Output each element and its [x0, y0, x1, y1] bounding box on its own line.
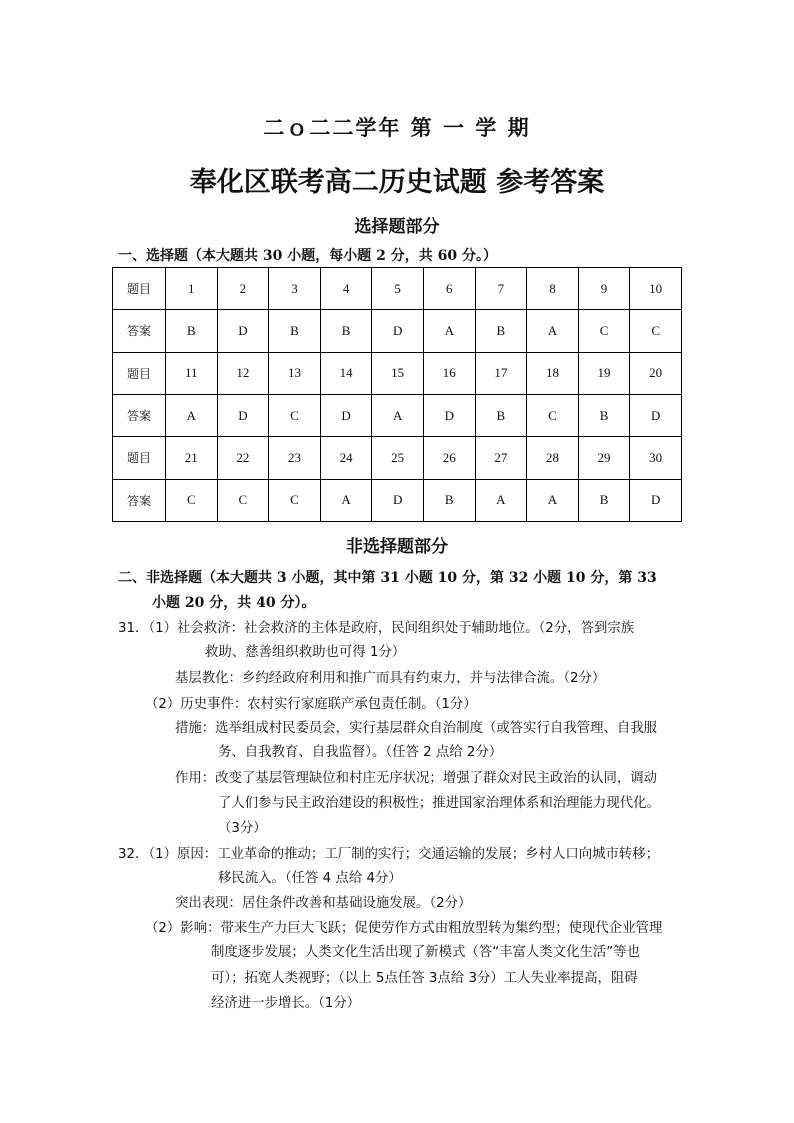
- answer-letter-cell: B: [423, 479, 475, 521]
- page-title: 奉化区联考高二历史试题 参考答案: [189, 167, 605, 198]
- answer-line: 经济进一步增长。（1分）: [211, 996, 361, 1011]
- answer-row-label: 答案: [113, 310, 166, 352]
- answer-letter-cell: B: [475, 394, 527, 436]
- answer-row: [113, 310, 682, 352]
- answer-row-label: 答案: [113, 394, 166, 436]
- answer-letter-cell: B: [166, 310, 218, 352]
- answer-line: 了人们参与民主政治建设的积极性；推进国家治理体系和治理能力现代化。: [218, 796, 660, 811]
- question-number-cell: 9: [578, 268, 630, 310]
- question-row: [113, 268, 682, 310]
- answer-letter-cell: A: [527, 479, 579, 521]
- answer-letter-cell: C: [166, 479, 218, 521]
- question-number-cell: 4: [320, 268, 372, 310]
- answer-letter-cell: A: [423, 310, 475, 352]
- answer-letter-cell: D: [320, 394, 372, 436]
- question-row: [113, 437, 682, 479]
- answer-line: 31．（1）社会救济：社会救济的主体是政府，民间组织处于辅助地位。（2分，答到宗族: [118, 621, 635, 636]
- answer-letter-cell: D: [372, 479, 424, 521]
- question-number-cell: 5: [372, 268, 424, 310]
- question-number-cell: 21: [166, 437, 218, 479]
- answer-row: [113, 479, 682, 521]
- answer-line: （2）历史事件：农村实行家庭联产承包责任制。（1分）: [145, 697, 477, 712]
- question-number-cell: 8: [527, 268, 579, 310]
- answer-letter-cell: D: [423, 394, 475, 436]
- question-number-cell: 3: [269, 268, 321, 310]
- question-number-cell: 23: [269, 437, 321, 479]
- question-number-cell: 6: [423, 268, 475, 310]
- answer-letter-cell: D: [630, 479, 682, 521]
- answer-letter-cell: A: [372, 394, 424, 436]
- answer-letter-cell: D: [217, 394, 269, 436]
- question-number-cell: 10: [630, 268, 682, 310]
- answer-letter-cell: C: [269, 394, 321, 436]
- question-number-cell: 27: [475, 437, 527, 479]
- question-number-cell: 25: [372, 437, 424, 479]
- answer-line: 基层教化：乡约经政府利用和推广而具有约束力，并与法律合流。（2分）: [175, 671, 606, 686]
- answer-letter-cell: B: [475, 310, 527, 352]
- question-number-cell: 15: [372, 352, 424, 394]
- question-row-label: 题目: [113, 268, 166, 310]
- question-number-cell: 20: [630, 352, 682, 394]
- question-number-cell: 16: [423, 352, 475, 394]
- question-number-cell: 2: [217, 268, 269, 310]
- question-number-cell: 17: [475, 352, 527, 394]
- answer-letter-cell: A: [475, 479, 527, 521]
- answer-letter-cell: A: [166, 394, 218, 436]
- question-number-cell: 19: [578, 352, 630, 394]
- question-row-label: 题目: [113, 352, 166, 394]
- answer-line: 措施：选举组成村民委员会，实行基层群众自治制度（或答实行自我管理、自我服: [175, 721, 658, 736]
- answer-line: 32．（1）原因：工业革命的推动；工厂制的实行；交通运输的发展；乡村人口向城市转移；: [118, 847, 660, 862]
- answer-line: 可）；拓宽人类视野；（以上 5点任答 3点给 3分）工人失业率提高，阻碍: [211, 971, 638, 986]
- question-number-cell: 18: [527, 352, 579, 394]
- answer-letter-cell: C: [527, 394, 579, 436]
- answer-letter-cell: B: [269, 310, 321, 352]
- answer-letter-cell: C: [578, 310, 630, 352]
- answer-letter-cell: A: [527, 310, 579, 352]
- answer-letter-cell: C: [269, 479, 321, 521]
- answer-line: 救助、慈善组织救助也可得 1分）: [205, 645, 406, 660]
- part2-heading: 非选择题部分: [346, 537, 448, 557]
- question-number-cell: 13: [269, 352, 321, 394]
- answer-line: 制度逐步发展；人类文化生活出现了新模式（答“丰富人类文化生活”等也: [211, 945, 640, 960]
- answer-table: [112, 267, 682, 522]
- answer-letter-cell: B: [578, 394, 630, 436]
- answer-letter-cell: B: [320, 310, 372, 352]
- answer-line: （2）影响：带来生产力巨大飞跃；促使劳作方式由粗放型转为集约型；使现代企业管理: [145, 921, 663, 936]
- question-number-cell: 26: [423, 437, 475, 479]
- answer-letter-cell: D: [372, 310, 424, 352]
- question-number-cell: 11: [166, 352, 218, 394]
- answer-line: 作用：改变了基层管理缺位和村庄无序状况；增强了群众对民主政治的认同，调动: [175, 771, 658, 786]
- question-number-cell: 28: [527, 437, 579, 479]
- question-number-cell: 7: [475, 268, 527, 310]
- section2-heading-line2: 小题 20 分，共 40 分）。: [152, 595, 316, 611]
- answer-letter-cell: C: [217, 479, 269, 521]
- answer-row: [113, 394, 682, 436]
- part1-heading: 选择题部分: [354, 217, 440, 237]
- answer-letter-cell: A: [320, 479, 372, 521]
- question-number-cell: 14: [320, 352, 372, 394]
- section1-heading: 一、选择题（本大题共 30 小题，每小题 2 分，共 60 分。）: [118, 248, 497, 264]
- answer-line: 务、自我教育、自我监督）。（任答 2 点给 2分）: [218, 745, 503, 760]
- question-row: [113, 352, 682, 394]
- answer-letter-cell: D: [217, 310, 269, 352]
- answer-line: （3分）: [218, 821, 267, 836]
- answer-letter-cell: D: [630, 394, 682, 436]
- question-number-cell: 22: [217, 437, 269, 479]
- question-number-cell: 24: [320, 437, 372, 479]
- answer-letter-cell: B: [578, 479, 630, 521]
- answer-letter-cell: C: [630, 310, 682, 352]
- question-number-cell: 29: [578, 437, 630, 479]
- semester-line: 二ｏ二二学年 第 一 学 期: [263, 115, 531, 140]
- answer-row-label: 答案: [113, 479, 166, 521]
- answer-line: 突出表现：居住条件改善和基础设施发展。（2分）: [175, 896, 472, 911]
- question-number-cell: 30: [630, 437, 682, 479]
- question-number-cell: 1: [166, 268, 218, 310]
- section2-heading-line1: 二、非选择题（本大题共 3 小题，其中第 31 小题 10 分，第 32 小题 10 分，第 33: [118, 570, 657, 586]
- answer-line: 移民流入。（任答 4 点给 4分）: [218, 871, 402, 886]
- question-row-label: 题目: [113, 437, 166, 479]
- question-number-cell: 12: [217, 352, 269, 394]
